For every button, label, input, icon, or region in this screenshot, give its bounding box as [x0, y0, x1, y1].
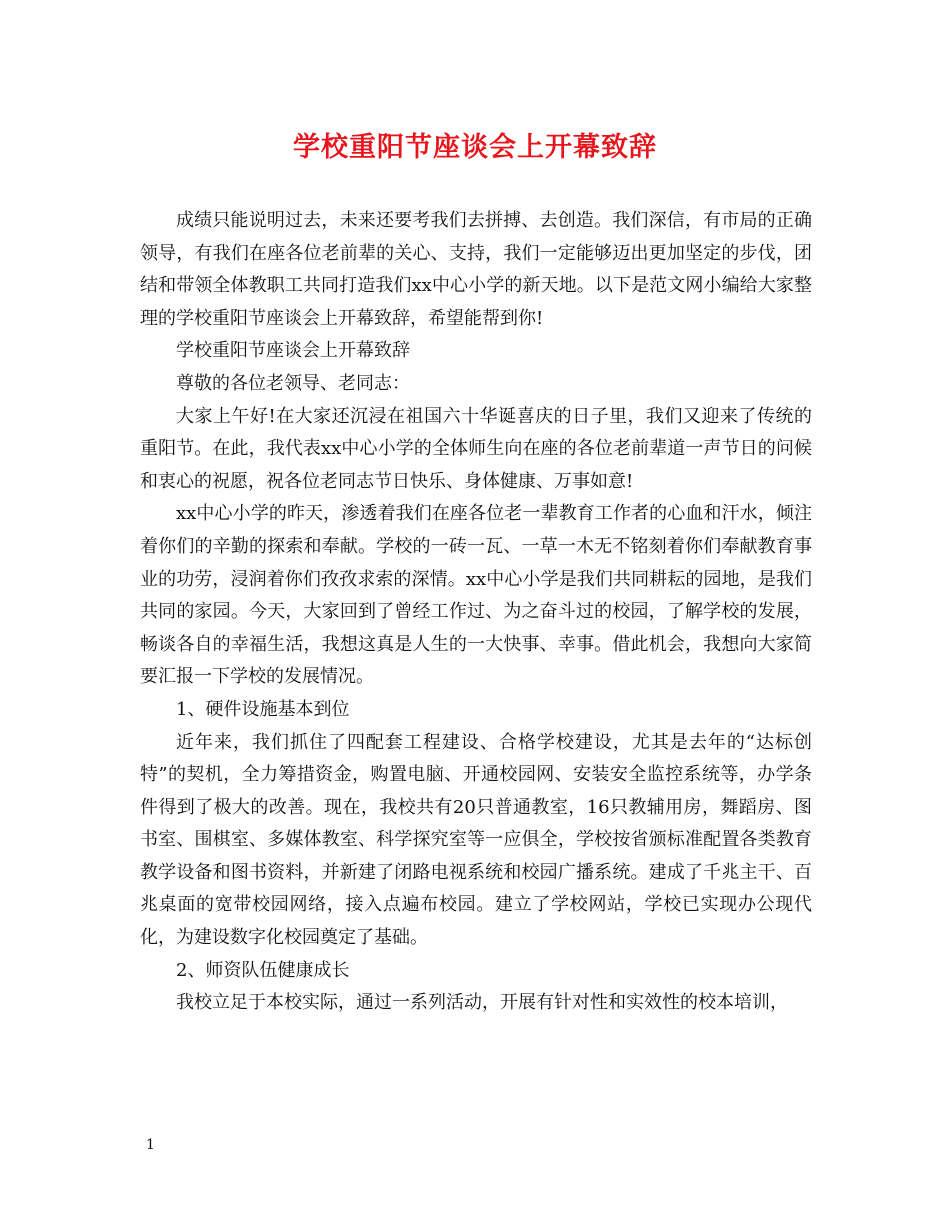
paragraph: xx中心小学的昨天，渗透着我们在座各位老一辈教育工作者的心血和汗水，倾注着你们的辛勤的探索和奉献。学校的一砖一瓦、一草一木无不铭刻着你们奉献教育事业的功劳，浸润着你们孜孜求索的深情。xx中心小学是我们共同耕耘的园地，是我们共同的家园。今天，大家回到了曾经工作过、为之奋斗过的校园，了解学校的发展，畅谈各自的幸福生活，我想这真是人生的一大快事、幸事。借此机会，我想向大家简要汇报一下学校的发展情况。: [140, 503, 812, 688]
paragraph: 成绩只能说明过去，未来还要考我们去拼搏、去创造。我们深信，有市局的正确领导，有我们在座各位老前辈的关心、支持，我们一定能够迈出更加坚定的步伐，团结和带领全体教职工共同打造我们xx中心小学的新天地。以下是范文网小编给大家整理的学校重阳节座谈会上开幕致辞，希望能帮到你!: [140, 210, 812, 329]
page-number: 1: [146, 1137, 155, 1153]
paragraph: 尊敬的各位老领导、老同志：: [176, 372, 410, 394]
paragraph: 学校重阳节座谈会上开幕致辞: [176, 340, 410, 362]
section-heading: 2、师资队伍健康成长: [176, 959, 350, 981]
document-title: 学校重阳节座谈会上开幕致辞: [293, 132, 657, 163]
document-body: [140, 205, 812, 1020]
paragraph: 大家上午好!在大家还沉浸在祖国六十华诞喜庆的日子里，我们又迎来了传统的重阳节。在此，我代表xx中心小学的全体师生向在座的各位老前辈道一声节日的问候和衷心的祝愿，祝各位老同志节日快乐、身体健康、万事如意!: [140, 405, 812, 492]
section-heading: 1、硬件设施基本到位: [176, 698, 350, 720]
paragraph: 我校立足于本校实际，通过一系列活动，开展有针对性和实效性的校本培训，: [176, 992, 788, 1014]
paragraph: 近年来，我们抓住了四配套工程建设、合格学校建设，尤其是去年的“达标创特”的契机，全力筹措资金，购置电脑、开通校园网、安装安全监控系统等，办学条件得到了极大的改善。现在，我校共有20只普通教室，16只教辅用房，舞蹈房、图书室、围棋室、多媒体教室、科学探究室等一应俱全，学校按省颁标准配置各类教育教学设备和图书资料，并新建了闭路电视系统和校园广播系统。建成了千兆主干、百兆桌面的宽带校园网络，接入点遍布校园。建立了学校网站，学校已实现办公现代化，为建设数字化校园奠定了基础。: [140, 731, 812, 949]
